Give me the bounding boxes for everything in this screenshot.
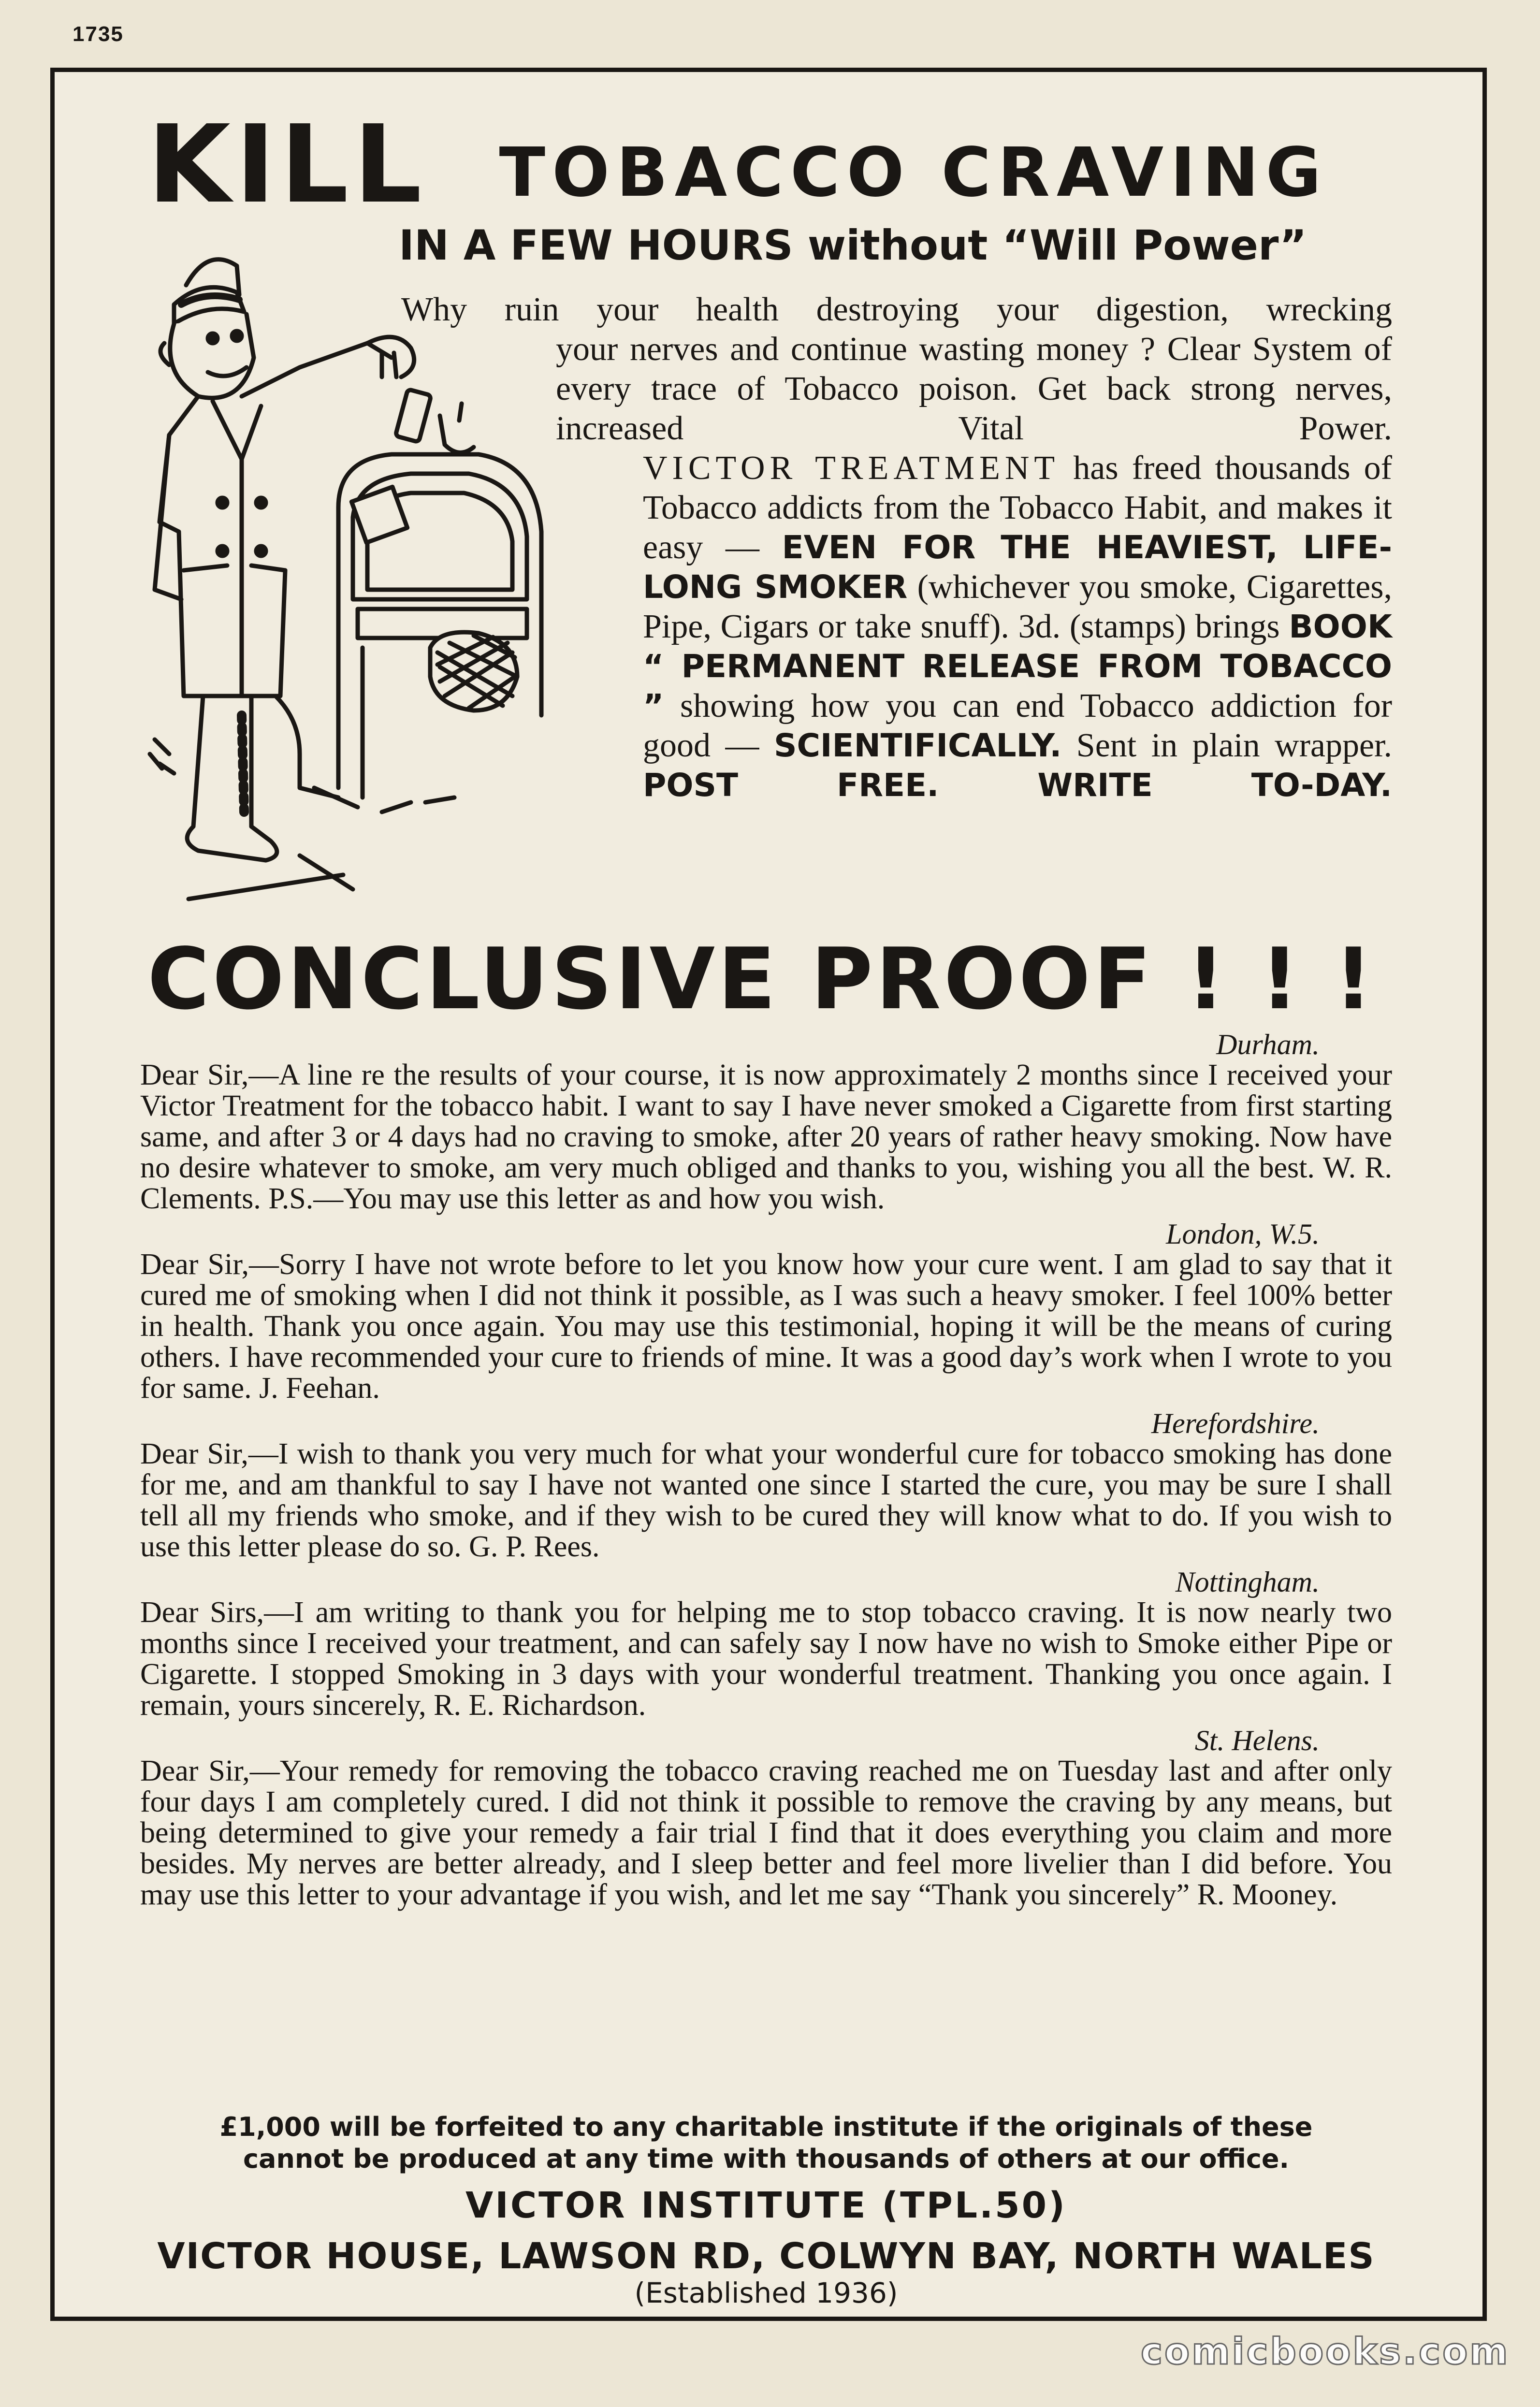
smoker-with-jukebox-cartoon [140, 232, 595, 938]
testimonial-text: Dear Sirs,—I am writing to thank you for helping me to stop tobacco craving. It is now nearly two months since I received your treatment, and can safely say I now have no wish to Smoke either Pipe or Cigarette. I stopped Smoking in 3 days with your wonderful treatment. Thanking you once again. I remain, yours sincerely, R. E. Richardson. [140, 1596, 1392, 1722]
heaviest-smoker-callout: EVEN FOR THE HEAVIEST, LIFE-LONG SMOKER [643, 529, 1392, 606]
subheadline: IN A FEW HOURS without “Will Power” [399, 221, 1307, 270]
intro-paragraph-2: VICTOR TREATMENT has freed thousands of Tobacco addicts from the Tobacco Habit, and makes it easy — EVEN FOR THE HEAVIEST, LIFE-LONG SMOKER (whichever you smoke, Cigarettes, Pipe, Cigars or take snuff). 3d. (stamps) brings BOOK “ PERMANENT RELEASE FROM TOBACCO ” showing how you can end Tobacco addiction for good — SCIENTIFICALLY. Sent in plain wrapper. POST FREE. WRITE TO-DAY. [643, 450, 1393, 804]
intro-first-line: Why ruin your health destroying your digestion, wrecking [401, 291, 1392, 328]
testimonial-place: Nottingham. [1175, 1566, 1320, 1598]
testimonial-text: Dear Sir,—Sorry I have not wrote before to let you know how your cure went. I am glad to say that it cured me of smoking when I did not think it possible, as I was such a heavy smoker. I feel 100% better in health. Thank you once again. You may use this testimonial, hoping it will be the means of curing others. I have recommended your cure to friends of mine. It was a good day’s work when I wrote to you for same. J. Feehan. [140, 1248, 1392, 1405]
institute-address: VICTOR HOUSE, LAWSON RD, COLWYN BAY, NORTH WALES [157, 2235, 1375, 2277]
testimonial-place: London, W.5. [1166, 1218, 1320, 1250]
headline-tobacco-craving: TOBACCO CRAVING [499, 133, 1328, 212]
testimonials [140, 1030, 1392, 1915]
scientifically-callout: SCIENTIFICALLY. [773, 727, 1062, 764]
site-watermark: comicbooks.com [1141, 2330, 1510, 2373]
testimonial-text: Dear Sir,—Your remedy for removing the tobacco craving reached me on Tuesday last and after only four days I am completely cured. I did not think it possible to remove the craving by any means, but being determined to give your remedy a fair trial I find that it does everything you claim and more besides. My nerves are better already, and I sleep better and feel more livelier than I did before. You may use this letter to your advantage if you wish, and let me say “Thank you sincerely” R. Mooney. [140, 1754, 1392, 1911]
testimonial-place: St. Helens. [1194, 1725, 1320, 1756]
testimonial [140, 1219, 1392, 1404]
headline [147, 102, 1328, 227]
book-title: BOOK “ PERMANENT RELEASE FROM TOBACCO ” [643, 608, 1392, 725]
forfeit-line: £1,000 will be forfeited to any charitable institute if the originals of these [219, 2112, 1313, 2142]
post-free-callout: POST FREE. WRITE TO-DAY. [643, 767, 1392, 804]
institute-name: VICTOR INSTITUTE (TPL.50) [465, 2185, 1067, 2226]
testimonial [140, 1408, 1392, 1562]
headline-kill: KILL [147, 102, 427, 227]
victor-treatment-label: VICTOR TREATMENT [643, 450, 1060, 487]
testimonial-text: Dear Sir,—A line re the results of your course, it is now approximately 2 months since I received your Victor Treatment for the tobacco habit. I want to say I have never smoked a Cigarette from first starting same, and after 3 or 4 days had no craving to smoke, after 20 years of rather heavy smoking. Now have no desire whatever to smoke, am very much obliged and thanks to you, wishing you all the best. W. R. Clements. P.S.—You may use this letter as and how you wish. [140, 1058, 1392, 1215]
testimonial [140, 1726, 1392, 1910]
testimonial-text: Dear Sir,—I wish to thank you very much for what your wonderful cure for tobacco smoking has done for me, and am thankful to say I have not wanted one since I started the cure, you may be sure I shall tell all my friends who smoke, and if they wish to be cured they will know what to do. If you wish to use this letter please do so. G. P. Rees. [140, 1437, 1392, 1563]
intro-paragraph-1: your nerves and continue wasting money ? Clear System of every trace of Tobacco poison. Get back strong nerves, increased Vital Power. [556, 331, 1392, 447]
conclusive-proof-heading: CONCLUSIVE PROOF ! ! ! [147, 930, 1376, 1029]
forfeit-notice [140, 2111, 1392, 2175]
testimonial-place: Durham. [1216, 1029, 1320, 1060]
page-number: 1735 [73, 22, 124, 46]
testimonial [140, 1030, 1392, 1214]
forfeit-line: cannot be produced at any time with thousands of others at our office. [243, 2144, 1289, 2174]
testimonial-place: Herefordshire. [1151, 1407, 1320, 1439]
established-note: (Established 1936) [634, 2276, 898, 2309]
testimonial [140, 1567, 1392, 1721]
